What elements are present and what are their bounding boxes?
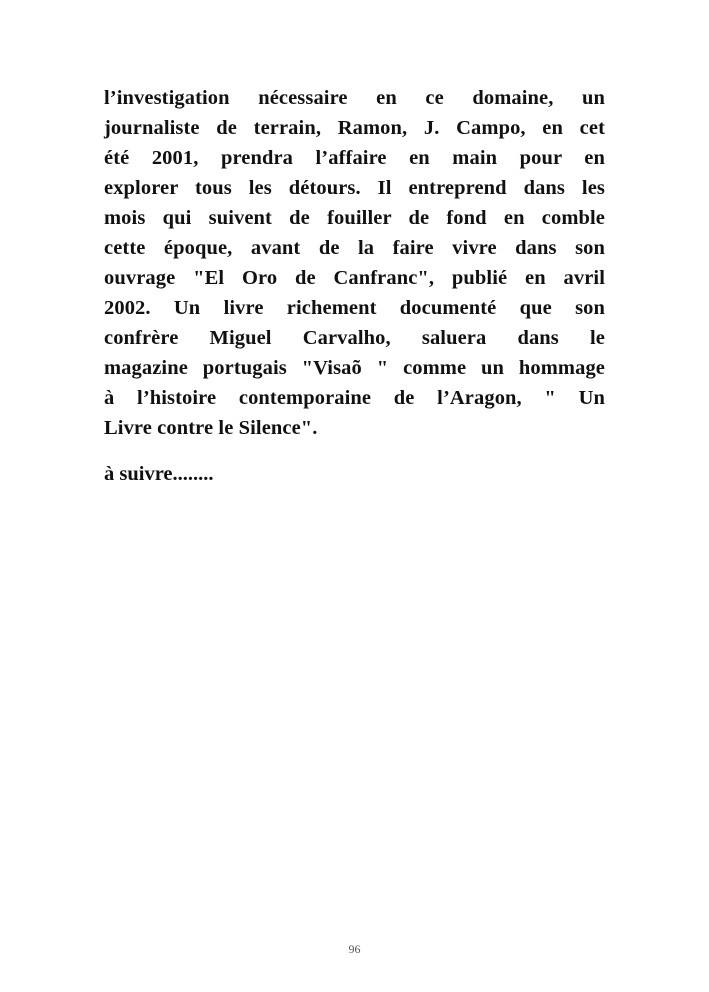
paragraph-line: Livre contre le Silence". (104, 417, 318, 439)
paragraph-line: mois qui suivent de fouiller de fond en comble (104, 207, 605, 229)
paragraph-line: ouvrage "El Oro de Canfranc", publié en avril (104, 267, 605, 289)
paragraph-line: journaliste de terrain, Ramon, J. Campo, en cet (104, 117, 605, 139)
paragraph-line: l’investigation nécessaire en ce domaine, un (104, 87, 605, 109)
paragraph-line: cette époque, avant de la faire vivre dans son (104, 237, 605, 259)
paragraph-line: magazine portugais "Visaõ " comme un hommage (104, 357, 605, 379)
paragraph-line: à l’histoire contemporaine de l’Aragon, " Un (104, 387, 605, 409)
paragraph-line: explorer tous les détours. Il entreprend dans les (104, 177, 605, 199)
page-number: 96 (348, 942, 361, 956)
paragraph-line: confrère Miguel Carvalho, saluera dans le (104, 327, 605, 349)
paragraph-line: été 2001, prendra l’affaire en main pour en (104, 147, 605, 169)
body-paragraph (104, 83, 605, 443)
paragraph-line: 2002. Un livre richement documenté que son (104, 297, 605, 319)
continuation-text: à suivre........ (104, 463, 214, 485)
